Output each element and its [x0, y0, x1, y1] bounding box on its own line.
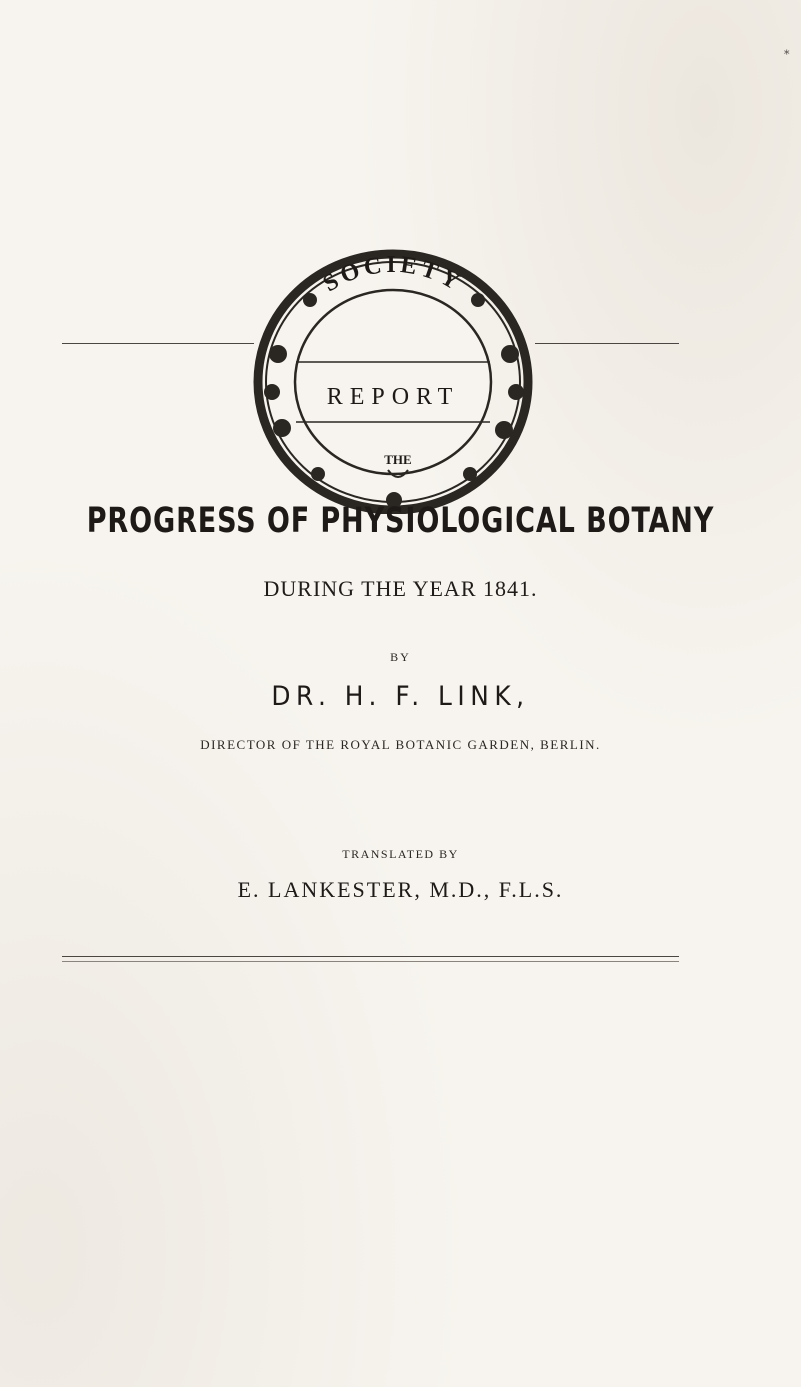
corner-mark: *: [784, 48, 790, 61]
emblem-base-text: THE: [384, 452, 412, 467]
society-emblem-seal: [238, 242, 548, 514]
translator-name: E. LANKESTER, M.D., F.L.S.: [237, 877, 564, 902]
emblem-ring-text: SOCIETY: [318, 251, 468, 298]
page-title: PROGRESS OF PHYSIOLOGICAL BOTANY: [86, 501, 715, 541]
author-role: DIRECTOR OF THE ROYAL BOTANIC GARDEN, BERLIN.: [200, 737, 601, 752]
emblem-center-text: REPORT: [326, 384, 460, 410]
page-subtitle: DURING THE YEAR 1841.: [263, 576, 538, 601]
top-rule-right: [535, 343, 679, 344]
bottom-rule-thin: [62, 961, 679, 962]
bottom-rule: [62, 956, 679, 957]
top-rule-left: [62, 343, 254, 344]
author-name: DR. H. F. LINK,: [271, 681, 530, 712]
translated-by-label: TRANSLATED BY: [342, 847, 459, 861]
by-label: BY: [390, 650, 411, 664]
